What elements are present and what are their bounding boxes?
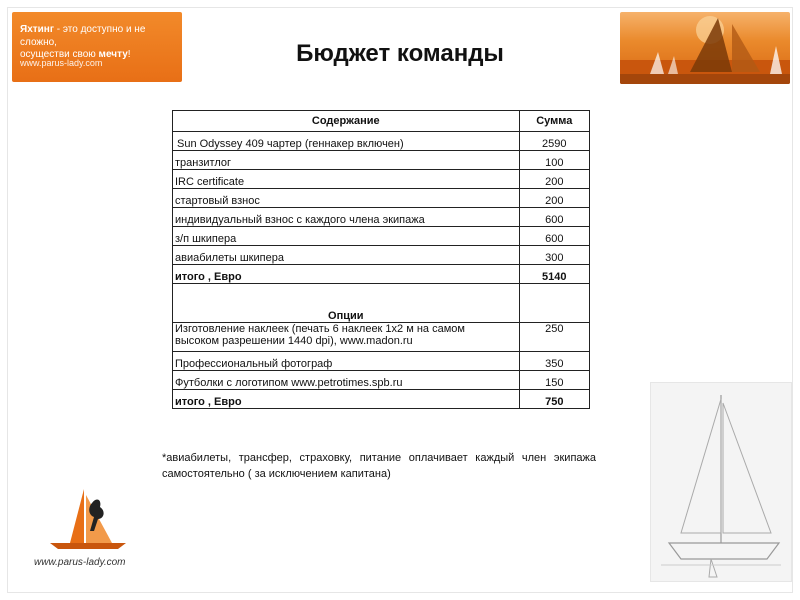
tagline-text-1: - это доступно и не сложно, (20, 24, 146, 48)
options-empty-cell (519, 284, 589, 323)
tagline-brand: Яхтинг (20, 24, 54, 35)
option-description (173, 323, 520, 352)
row-sum: 300 (519, 246, 589, 265)
footnote: *авиабилеты, трансфер, страховку, питание оплачивает каждый член экипажа самостоятельно ( за исключением капитана) (162, 452, 596, 480)
row-description: Sun Odyssey 409 чартер (геннакер включен) (173, 132, 520, 151)
header-description: Содержание (173, 111, 520, 132)
table-row (173, 208, 590, 227)
row-sum: 600 (519, 208, 589, 227)
sailboat-logo-icon (30, 485, 150, 555)
header-sum: Сумма (519, 111, 589, 132)
tagline-end: ! (127, 49, 131, 60)
row-sum: 600 (519, 227, 589, 246)
header-url: www.parus-lady.com (20, 58, 103, 68)
option-description: Футболки с логотипом www.petrotimes.spb.ru (173, 371, 520, 390)
table-total-row (173, 265, 590, 284)
table-row (173, 132, 590, 151)
slide-title: Бюджет команды (296, 40, 504, 67)
row-description: индивидуальный взнос с каждого члена экипажа (173, 208, 520, 227)
footer-logo (30, 485, 150, 575)
row-sum: 200 (519, 189, 589, 208)
tagline-dream: мечту (98, 49, 128, 60)
table-row (173, 227, 590, 246)
option-sum: 350 (519, 352, 589, 371)
option-row (173, 323, 590, 352)
total-sum: 750 (519, 390, 589, 409)
option-row (173, 352, 590, 371)
option-description: Профессиональный фотограф (173, 352, 520, 371)
table-row (173, 170, 590, 189)
options-label: Опции (173, 284, 520, 323)
row-description: авиабилеты шкипера (173, 246, 520, 265)
option-sum: 150 (519, 371, 589, 390)
yacht-sketch-icon (651, 383, 791, 581)
total-label: итого , Евро (173, 390, 520, 409)
table-total-row (173, 390, 590, 409)
options-header-row (173, 284, 590, 323)
table-row (173, 189, 590, 208)
row-description: з/п шкипера (173, 227, 520, 246)
option-text: Изготовление наклеек (печать 6 наклеек 1х2 м на самом высоком разрешении 1440 dpi), www.madon.ru (175, 323, 465, 347)
table-row (173, 246, 590, 265)
option-sum: 250 (519, 323, 589, 352)
row-sum: 2590 (519, 132, 589, 151)
row-description: IRC certificate (173, 170, 520, 189)
budget-table-wrap (172, 110, 590, 409)
table-row (173, 151, 590, 170)
row-sum: 200 (519, 170, 589, 189)
boat-sketch-image (650, 382, 792, 582)
tagline-text-2: осуществи свою (20, 49, 99, 60)
table-header-row (173, 111, 590, 132)
row-sum: 100 (519, 151, 589, 170)
total-sum: 5140 (519, 265, 589, 284)
row-description: транзитлог (173, 151, 520, 170)
option-row (173, 371, 590, 390)
budget-table (172, 110, 590, 409)
row-description: стартовый взнос (173, 189, 520, 208)
footer-url: www.parus-lady.com (34, 557, 126, 568)
total-label: итого , Евро (173, 265, 520, 284)
